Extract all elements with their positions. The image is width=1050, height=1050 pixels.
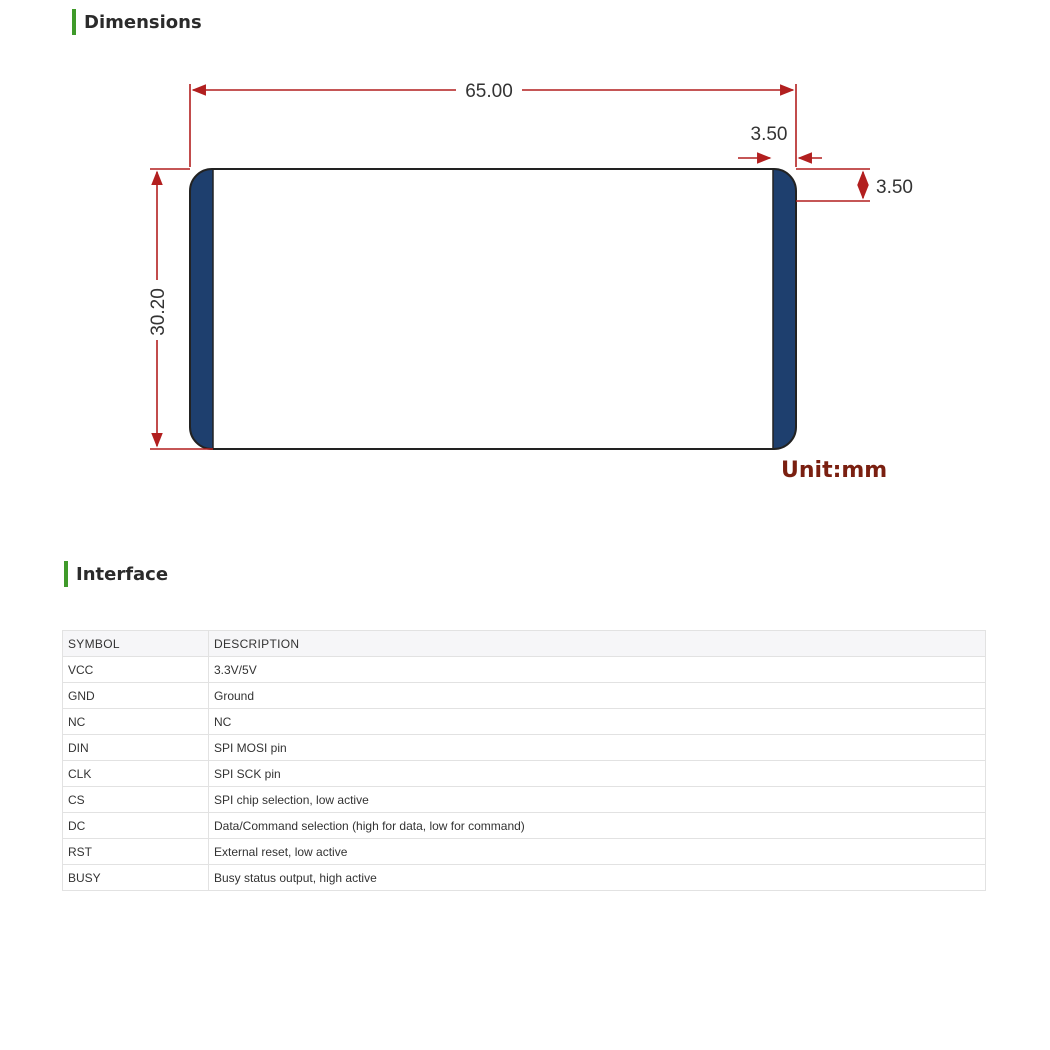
table-row: [63, 865, 986, 891]
dimensions-title: Dimensions: [84, 11, 202, 33]
table-row: [63, 839, 986, 865]
description-cell: SPI chip selection, low active: [209, 787, 986, 813]
dimension-drawing: [0, 60, 1050, 500]
interface-title: Interface: [76, 563, 169, 585]
interface-heading: [64, 561, 168, 587]
table-row: [63, 735, 986, 761]
symbol-cell: DC: [63, 813, 209, 839]
description-cell: Ground: [209, 683, 986, 709]
table-header-row: [63, 631, 986, 657]
band-width-label: 3.50: [750, 124, 788, 145]
right-fpc-band: [773, 169, 796, 449]
symbol-cell: RST: [63, 839, 209, 865]
description-cell: External reset, low active: [209, 839, 986, 865]
width-label: 65.00: [465, 81, 513, 102]
band-offset-dimension: [796, 169, 870, 201]
table-row: [63, 683, 986, 709]
table-row: [63, 761, 986, 787]
symbol-cell: GND: [63, 683, 209, 709]
symbol-cell: DIN: [63, 735, 209, 761]
description-cell: 3.3V/5V: [209, 657, 986, 683]
symbol-cell: NC: [63, 709, 209, 735]
description-cell: SPI MOSI pin: [209, 735, 986, 761]
symbol-header: SYMBOL: [63, 631, 209, 657]
table-row: [63, 709, 986, 735]
dimensions-heading: [72, 9, 202, 35]
band-offset-label: 3.50: [876, 177, 913, 198]
description-cell: NC: [209, 709, 986, 735]
table-row: [63, 813, 986, 839]
table-row: [63, 657, 986, 683]
unit-label: Unit:mm: [781, 458, 888, 483]
description-cell: Data/Command selection (high for data, low for command): [209, 813, 986, 839]
table-row: [63, 787, 986, 813]
symbol-cell: CLK: [63, 761, 209, 787]
display-board: [190, 169, 796, 449]
description-cell: Busy status output, high active: [209, 865, 986, 891]
description-header: DESCRIPTION: [209, 631, 986, 657]
height-label: 30.20: [148, 288, 169, 336]
left-fpc-band: [190, 169, 213, 449]
symbol-cell: VCC: [63, 657, 209, 683]
symbol-cell: CS: [63, 787, 209, 813]
interface-table: [62, 630, 986, 891]
description-cell: SPI SCK pin: [209, 761, 986, 787]
heading-accent-bar: [72, 9, 76, 35]
symbol-cell: BUSY: [63, 865, 209, 891]
heading-accent-bar: [64, 561, 68, 587]
